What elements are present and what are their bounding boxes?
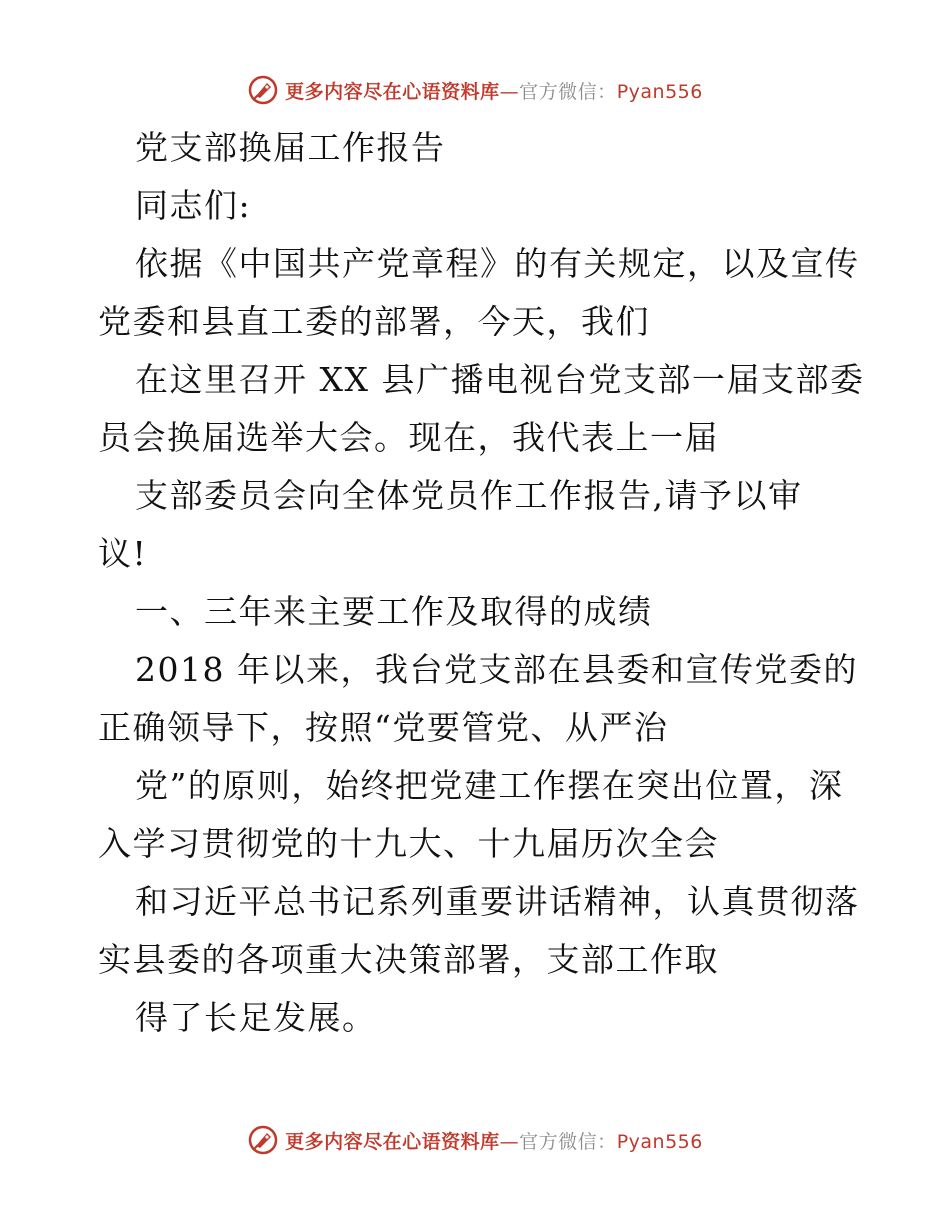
text-line: 党”的原则，始终把党建工作摆在突出位置，深 [135,766,844,805]
text-line: 依据《中国共产党章程》的有关规定，以及宣传 [135,244,860,283]
text-line: 正确领导下，按照“党要管党、从严治 [98,708,669,747]
section-heading: 一、三年来主要工作及取得的成绩 [135,592,653,631]
text-line: 员会换届选举大会。现在，我代表上一届 [98,418,719,457]
text-line: 支部委员会向全体党员作工作报告,请予以审 [135,476,803,515]
pen-nib-logo-icon [247,74,279,106]
banner-wechat-label: 官方微信： [519,1130,617,1153]
banner-text [285,77,703,104]
text-line: 议! [98,534,148,573]
footer-banner [0,1123,950,1157]
text-line: 和习近平总书记系列重要讲话精神，认真贯彻落 [135,882,860,921]
text-line: 在这里召开 XX 县广播电视台党支部一届支部委 [135,360,865,399]
banner-separator: — [499,1130,520,1153]
text-line: 得了长足发展。 [135,998,377,1037]
document-title: 党支部换届工作报告 [135,128,446,167]
banner-text [285,1127,703,1154]
banner-main-text: 更多内容尽在心语资料库 [285,80,500,103]
text-line: 党委和县直工委的部署，今天，我们 [98,302,650,341]
banner-main-text: 更多内容尽在心语资料库 [285,1130,500,1153]
pen-nib-logo-icon [247,1124,279,1156]
banner-wechat-label: 官方微信： [519,80,617,103]
text-line: 入学习贯彻党的十九大、十九届历次全会 [98,824,719,863]
text-line: 实县委的各项重大决策部署，支部工作取 [98,940,719,979]
banner-account: Pyan556 [616,1130,703,1153]
banner-separator: — [499,80,520,103]
text-line: 2018 年以来，我台党支部在县委和宣传党委的 [135,650,858,689]
banner-account: Pyan556 [616,80,703,103]
salutation: 同志们: [135,186,252,225]
header-banner [0,73,950,107]
